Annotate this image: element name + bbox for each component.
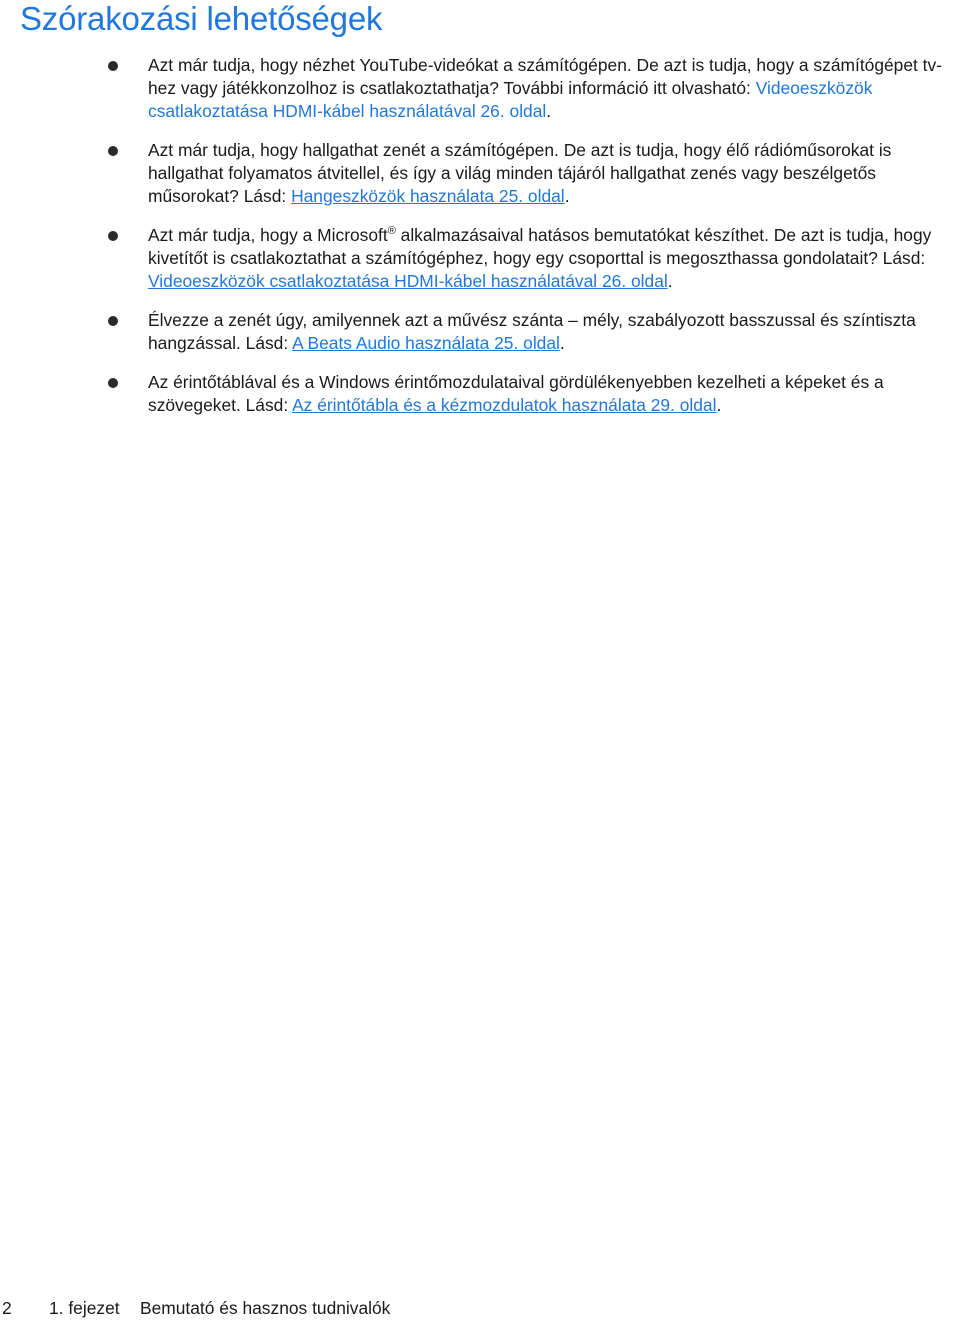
list-item	[0, 371, 960, 417]
bullet-icon	[108, 231, 118, 241]
bullet-icon	[108, 146, 118, 156]
bullet-icon	[108, 61, 118, 71]
item-text-end: .	[667, 271, 673, 291]
link-touchpad-gestures[interactable]: Az érintőtábla és a kézmozdulatok használata 29. oldal	[292, 395, 717, 415]
link-hdmi-video-2[interactable]: Videoeszközök csatlakoztatása HDMI-kábel használatával 26. oldal	[148, 271, 668, 291]
item-text: Azt már tudja, hogy a Microsoft	[148, 225, 388, 245]
feature-list	[0, 54, 960, 433]
link-hdmi-video[interactable]: Videoeszközök csatlakoztatása HDMI-kábel használatával 26. oldal	[148, 78, 873, 121]
page-footer	[0, 1298, 960, 1320]
link-beats-audio[interactable]: A Beats Audio használata 25. oldal	[292, 333, 560, 353]
item-text: Az érintőtáblával és a Windows érintőmozdulataival gördülékenyebben kezelheti a képeket és a szövegeket. Lásd:	[148, 372, 884, 415]
chapter-label: 1. fejezet	[49, 1298, 120, 1318]
bullet-icon	[108, 316, 118, 326]
link-audio-devices[interactable]: Hangeszközök használata 25. oldal	[291, 186, 565, 206]
item-text: Élvezze a zenét úgy, amilyennek azt a művész szánta – mély, szabályozott basszussal és színtiszta hangzással. Lásd:	[148, 310, 916, 353]
item-text-end: .	[716, 395, 722, 415]
registered-mark: ®	[387, 225, 396, 237]
page-title: Szórakozási lehetőségek	[20, 0, 383, 37]
item-text: Azt már tudja, hogy nézhet YouTube-videókat a számítógépen. De azt is tudja, hogy a számítógépet tv-hez vagy játékkonzolhoz is csatlakoztathatja? További információ itt olvasható:	[148, 55, 942, 98]
list-item	[0, 224, 960, 293]
bullet-icon	[108, 378, 118, 388]
item-text: Azt már tudja, hogy hallgathat zenét a számítógépen. De azt is tudja, hogy élő rádióműsorokat is hallgathat folyamatos átvitellel, és így a világ minden tájáról hallgathat zenés vagy beszélgetős műsorokat? Lásd:	[148, 140, 892, 206]
chapter-title: Bemutató és hasznos tudnivalók	[140, 1298, 391, 1318]
item-text-cont: alkalmazásaival hatásos bemutatókat készíthet. De azt is tudja, hogy kivetítőt is csatlakoztathat a számítógéphez, hogy egy csoporttal is megoszthassa gondolatait? Lásd:	[148, 225, 932, 268]
page-number: 2	[2, 1298, 12, 1318]
list-item	[0, 54, 960, 123]
list-item	[0, 309, 960, 355]
list-item	[0, 139, 960, 208]
item-text-end: .	[564, 186, 570, 206]
item-text-end: .	[559, 333, 565, 353]
item-text-end: .	[546, 101, 552, 121]
